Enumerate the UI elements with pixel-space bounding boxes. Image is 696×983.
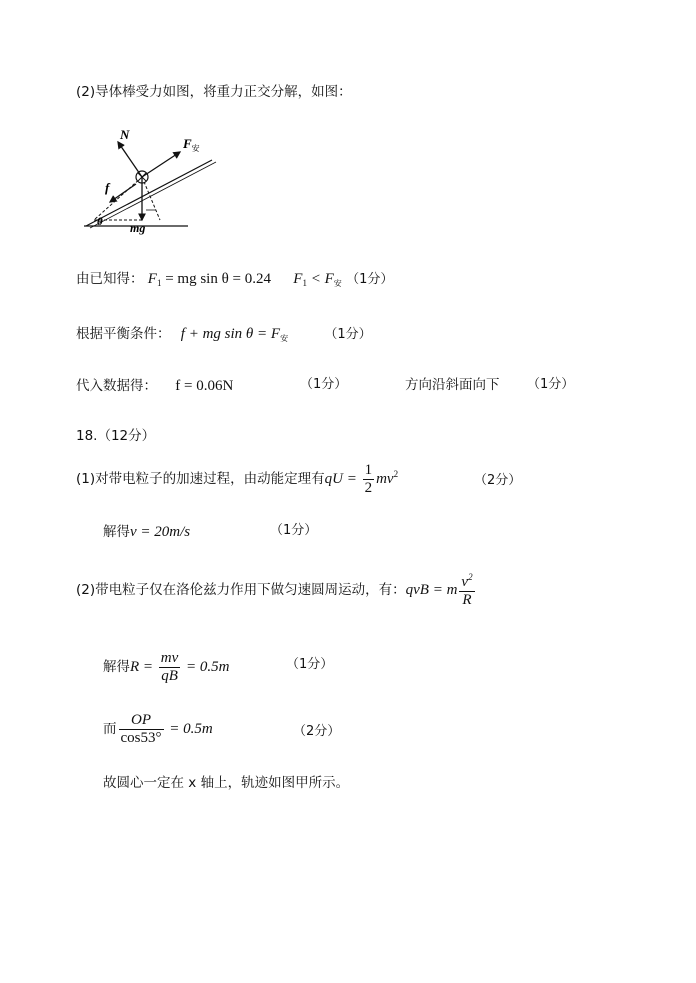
data-equation: f = 0.06N — [175, 378, 234, 394]
known-score: （1分） — [346, 272, 394, 287]
known-comparison: $F_1 < F_安$ — [293, 271, 342, 288]
q18-part1-text: (1)对带电粒子的加速过程，由动能定理有 — [76, 471, 325, 488]
friction-arrow — [110, 184, 136, 202]
q18-R-equation: R = $\frac{mv}{qB}$ = 0.5m — [130, 650, 230, 685]
q18-part2-equation: qvB = m $\frac{v^2}{R}$ — [405, 572, 473, 609]
q18-part1-equation: qU = $\frac{1}{2}$ $mv^2$ — [324, 462, 399, 497]
q18-conclusion: 故圆心一定在 x 轴上，轨迹如图甲所示。 — [103, 775, 350, 791]
data-line — [76, 377, 233, 395]
q18-part1-score: （2分） — [474, 473, 522, 488]
data-score-2: （1分） — [527, 377, 575, 392]
q18-R-score: （1分） — [286, 657, 334, 672]
q18-part2-text: (2)带电粒子仅在洛伦兹力作用下做匀速圆周运动，有： — [76, 582, 406, 599]
data-score-1: （1分） — [300, 377, 348, 392]
normal-force-arrow — [118, 142, 142, 177]
q18-part2 — [76, 572, 477, 610]
label-N: N — [120, 127, 130, 142]
balance-equation: f + mg $\sin \theta = F_安$ — [180, 326, 289, 343]
known-line — [76, 270, 393, 289]
label-mg: mg — [130, 221, 146, 235]
q18-v-equation: v = 20m/s — [130, 524, 191, 540]
ampere-force-arrow — [142, 152, 180, 177]
q18-header: 18.（12分） — [76, 428, 156, 444]
force-diagram — [76, 124, 226, 236]
known-prefix: 由已知得： — [76, 271, 144, 287]
data-prefix: 代入数据得： — [76, 378, 157, 394]
label-F: $F_安$ — [183, 136, 200, 153]
q18-OP-line — [103, 712, 213, 748]
q18-OP-equation: $\frac{OP}{\cos 53^\circ}$ = 0.5m — [120, 712, 213, 747]
incline-edge — [90, 162, 216, 228]
balance-prefix: 根据平衡条件： — [76, 326, 171, 342]
q18-R-prefix: 解得 — [103, 659, 130, 676]
data-direction: 方向沿斜面向下 — [405, 377, 500, 393]
balance-score: （1分） — [324, 327, 372, 342]
label-theta: θ — [97, 216, 103, 228]
part2-intro: (2)导体棒受力如图，将重力正交分解，如图： — [76, 84, 352, 100]
q18-part1 — [76, 462, 398, 498]
q18-OP-prefix: 而 — [103, 721, 117, 738]
known-equation: $F_1$ = mg sin θ = 0.24 — [147, 271, 271, 288]
q18-v-score: （1分） — [270, 523, 318, 538]
label-f: f — [105, 180, 110, 195]
q18-OP-score: （2分） — [293, 724, 341, 739]
dashed-component-perp — [142, 177, 160, 220]
balance-line — [76, 325, 372, 344]
q18-v-line — [103, 523, 190, 541]
q18-v-prefix: 解得 — [103, 524, 130, 540]
q18-R-line — [103, 650, 230, 686]
